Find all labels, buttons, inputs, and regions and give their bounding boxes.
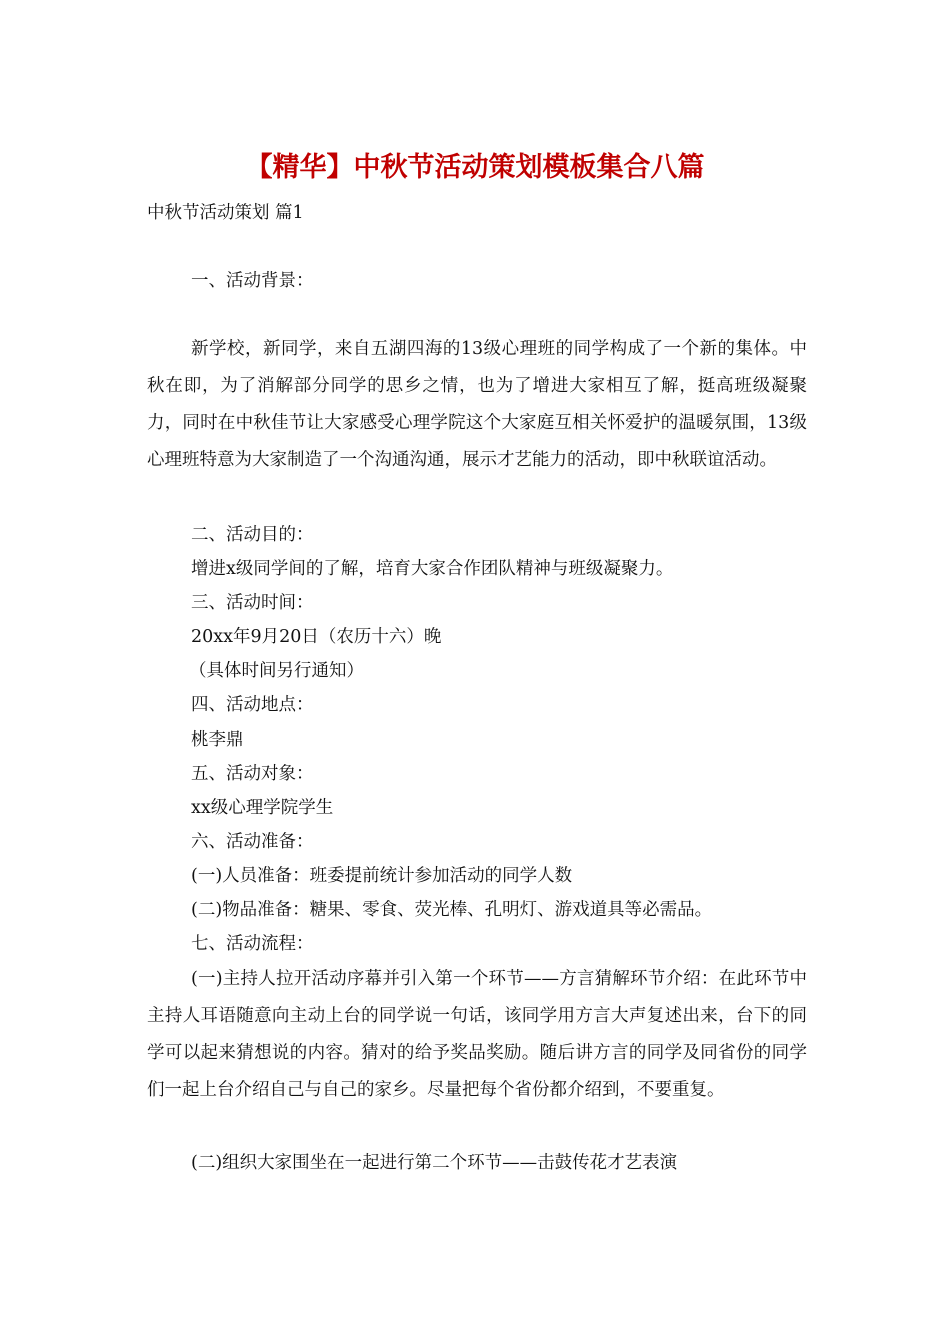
section6-heading: 六、活动准备：	[191, 832, 314, 852]
document-subtitle: 中秋节活动策划 篇1	[147, 203, 304, 223]
section6-item-people: (一)人员准备：班委提前统计参加活动的同学人数	[191, 866, 573, 886]
section3-heading: 三、活动时间：	[191, 593, 314, 613]
section2-heading: 二、活动目的：	[191, 525, 314, 545]
section7-step2: (二)组织大家围坐在一起进行第二个环节——击鼓传花才艺表演	[191, 1153, 678, 1173]
section4-place: 桃李鼎	[191, 730, 244, 750]
section7-heading: 七、活动流程：	[191, 934, 314, 954]
section7-step1: (一)主持人拉开活动序幕并引入第一个环节——方言猜解环节介绍：在此环节中主持人耳语随意向主动上台的同学说一句话，该同学用方言大声复述出来，台下的同学可以起来猜想说的内容。猜对的给予奖品奖励。随后讲方言的同学及同省份的同学们一起上台介绍自己与自己的家乡。尽量把每个省份都介绍到，不要重复。	[147, 969, 807, 1100]
section3-time: 20xx年9月20日（农历十六）晚	[191, 627, 442, 647]
section1-body: 新学校，新同学，来自五湖四海的13级心理班的同学构成了一个新的集体。中秋在即，为了消解部分同学的思乡之情，也为了增进大家相互了解，挺高班级凝聚力，同时在中秋佳节让大家感受心理学院这个大家庭互相关怀爱护的温暖氛围，13级心理班特意为大家制造了一个沟通沟通，展示才艺能力的活动，即中秋联谊活动。	[147, 339, 807, 470]
section5-heading: 五、活动对象：	[191, 764, 314, 784]
section4-heading: 四、活动地点：	[191, 695, 314, 715]
section1-heading: 一、活动背景：	[191, 271, 314, 291]
section5-target: xx级心理学院学生	[191, 798, 334, 818]
section2-body: 增进x级同学间的了解，培育大家合作团队精神与班级凝聚力。	[191, 559, 674, 579]
section3-note: （具体时间另行通知）	[189, 661, 364, 681]
document-title: 【精华】中秋节活动策划模板集合八篇	[245, 152, 705, 183]
section6-item-materials: (二)物品准备：糖果、零食、荧光棒、孔明灯、游戏道具等必需品。	[191, 900, 713, 920]
